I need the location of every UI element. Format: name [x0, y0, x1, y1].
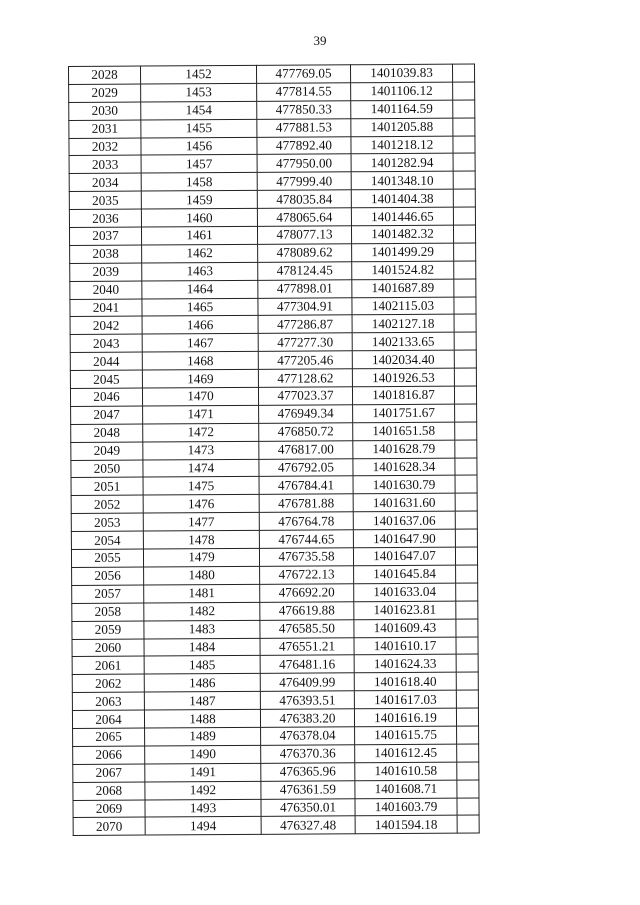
point-number-cell: 1480	[144, 566, 260, 585]
empty-cell	[453, 225, 475, 243]
table-row	[71, 511, 477, 531]
x-coordinate-cell: 476393.51	[260, 691, 354, 709]
empty-cell	[455, 529, 477, 547]
empty-cell	[456, 637, 478, 655]
point-number-cell: 1471	[143, 405, 259, 424]
x-coordinate-cell: 476764.78	[259, 512, 353, 530]
row-number-cell: 2032	[69, 138, 141, 156]
point-number-cell: 1493	[145, 799, 261, 818]
table-row	[73, 762, 479, 782]
empty-cell	[456, 690, 478, 708]
x-coordinate-cell: 477205.46	[258, 351, 352, 369]
point-number-cell: 1452	[141, 65, 257, 84]
x-coordinate-cell: 476383.20	[260, 709, 354, 727]
point-number-cell: 1457	[141, 155, 257, 174]
empty-cell	[457, 780, 479, 798]
x-coordinate-cell: 478124.45	[258, 262, 352, 280]
empty-cell	[457, 798, 479, 816]
row-number-cell: 2037	[69, 227, 141, 245]
empty-cell	[453, 207, 475, 225]
empty-cell	[455, 511, 477, 529]
y-coordinate-cell: 1401282.94	[351, 154, 453, 173]
point-number-cell: 1473	[143, 441, 259, 460]
row-number-cell: 2049	[71, 442, 143, 460]
x-coordinate-cell: 476551.21	[260, 637, 354, 655]
empty-cell	[456, 654, 478, 672]
y-coordinate-cell: 1401612.45	[355, 744, 457, 763]
table-body	[69, 64, 480, 836]
empty-cell	[453, 153, 475, 171]
x-coordinate-cell: 477850.33	[257, 101, 351, 119]
point-number-cell: 1461	[141, 226, 257, 245]
x-coordinate-cell: 478089.62	[258, 244, 352, 262]
point-number-cell: 1468	[142, 352, 258, 371]
x-coordinate-cell: 476850.72	[259, 423, 353, 441]
y-coordinate-cell: 1401623.81	[354, 601, 456, 620]
x-coordinate-cell: 476409.99	[260, 673, 354, 691]
y-coordinate-cell: 1401446.65	[351, 207, 453, 226]
point-number-cell: 1466	[142, 316, 258, 335]
empty-cell	[453, 100, 475, 118]
x-coordinate-cell: 477999.40	[257, 172, 351, 190]
table-row	[70, 350, 476, 370]
row-number-cell: 2067	[73, 764, 145, 782]
table-row	[72, 619, 478, 639]
y-coordinate-cell: 1401651.58	[353, 422, 455, 441]
x-coordinate-cell: 476692.20	[260, 584, 354, 602]
x-coordinate-cell: 477277.30	[258, 333, 352, 351]
y-coordinate-cell: 1401609.43	[354, 619, 456, 638]
x-coordinate-cell: 476378.04	[261, 727, 355, 745]
row-number-cell: 2064	[72, 710, 144, 728]
point-number-cell: 1478	[143, 530, 259, 549]
table-row	[73, 780, 479, 800]
x-coordinate-cell: 476370.36	[261, 745, 355, 763]
table-row	[72, 637, 478, 657]
point-number-cell: 1470	[142, 387, 258, 406]
y-coordinate-cell: 1401617.03	[354, 690, 456, 709]
coordinates-table-wrapper	[68, 64, 480, 837]
point-number-cell: 1494	[145, 817, 261, 836]
row-number-cell: 2034	[69, 173, 141, 191]
point-number-cell: 1460	[141, 208, 257, 227]
empty-cell	[453, 171, 475, 189]
y-coordinate-cell: 1401631.60	[353, 494, 455, 513]
y-coordinate-cell: 1401618.40	[354, 672, 456, 691]
x-coordinate-cell: 476792.05	[259, 458, 353, 476]
point-number-cell: 1488	[144, 709, 260, 728]
y-coordinate-cell: 1401594.18	[355, 816, 457, 835]
point-number-cell: 1491	[145, 763, 261, 782]
empty-cell	[453, 136, 475, 154]
y-coordinate-cell: 1401630.79	[353, 476, 455, 495]
empty-cell	[454, 279, 476, 297]
x-coordinate-cell: 478065.64	[257, 208, 351, 226]
y-coordinate-cell: 1401205.88	[351, 118, 453, 137]
point-number-cell: 1482	[144, 602, 260, 621]
x-coordinate-cell: 476949.34	[259, 405, 353, 423]
table-row	[71, 422, 477, 442]
page-number: 39	[313, 33, 327, 48]
x-coordinate-cell: 477898.01	[258, 279, 352, 297]
row-number-cell: 2068	[73, 782, 145, 800]
y-coordinate-cell: 1401624.33	[354, 655, 456, 674]
y-coordinate-cell: 1401610.17	[354, 637, 456, 656]
point-number-cell: 1469	[142, 369, 258, 388]
empty-cell	[455, 458, 477, 476]
point-number-cell: 1490	[145, 745, 261, 764]
empty-cell	[456, 583, 478, 601]
point-number-cell: 1472	[143, 423, 259, 442]
empty-cell	[454, 350, 476, 368]
y-coordinate-cell: 1401348.10	[351, 171, 453, 190]
coordinates-table	[68, 64, 480, 837]
y-coordinate-cell: 1401645.84	[354, 565, 456, 584]
row-number-cell: 2046	[70, 388, 142, 406]
point-number-cell: 1492	[145, 781, 261, 800]
x-coordinate-cell: 477881.53	[257, 118, 351, 136]
x-coordinate-cell: 476327.48	[261, 816, 355, 834]
empty-cell	[455, 475, 477, 493]
empty-cell	[454, 297, 476, 315]
point-number-cell: 1475	[143, 477, 259, 496]
row-number-cell: 2054	[71, 531, 143, 549]
empty-cell	[452, 64, 474, 82]
empty-cell	[456, 619, 478, 637]
table-row	[71, 493, 477, 513]
empty-cell	[456, 601, 478, 619]
point-number-cell: 1456	[141, 137, 257, 156]
table-row	[72, 654, 478, 674]
point-number-cell: 1485	[144, 656, 260, 675]
table-row	[73, 726, 479, 746]
y-coordinate-cell: 1401616.19	[354, 708, 456, 727]
x-coordinate-cell: 478077.13	[257, 226, 351, 244]
y-coordinate-cell: 1402133.65	[352, 333, 454, 352]
y-coordinate-cell: 1401647.90	[353, 529, 455, 548]
row-number-cell: 2052	[71, 495, 143, 513]
y-coordinate-cell: 1401106.12	[351, 82, 453, 101]
x-coordinate-cell: 477814.55	[257, 83, 351, 101]
empty-cell	[456, 708, 478, 726]
empty-cell	[454, 386, 476, 404]
empty-cell	[455, 547, 477, 565]
point-number-cell: 1479	[143, 548, 259, 567]
point-number-cell: 1487	[144, 692, 260, 711]
x-coordinate-cell: 477286.87	[258, 315, 352, 333]
empty-cell	[455, 440, 477, 458]
x-coordinate-cell: 476481.16	[260, 655, 354, 673]
y-coordinate-cell: 1401482.32	[351, 225, 453, 244]
x-coordinate-cell: 477892.40	[257, 136, 351, 154]
row-number-cell: 2057	[72, 585, 144, 603]
y-coordinate-cell: 1401816.87	[352, 386, 454, 405]
point-number-cell: 1484	[144, 638, 260, 657]
row-number-cell: 2069	[73, 800, 145, 818]
row-number-cell: 2066	[73, 746, 145, 764]
x-coordinate-cell: 476722.13	[260, 566, 354, 584]
table-row	[72, 601, 478, 621]
empty-cell	[456, 565, 478, 583]
empty-cell	[455, 422, 477, 440]
empty-cell	[453, 189, 475, 207]
table-row	[72, 690, 478, 710]
table-row	[71, 458, 477, 478]
row-number-cell: 2043	[70, 334, 142, 352]
row-number-cell: 2036	[69, 209, 141, 227]
row-number-cell: 2060	[72, 639, 144, 657]
empty-cell	[457, 726, 479, 744]
y-coordinate-cell: 1401751.67	[353, 404, 455, 423]
row-number-cell: 2062	[72, 674, 144, 692]
y-coordinate-cell: 1401610.58	[355, 762, 457, 781]
x-coordinate-cell: 477769.05	[256, 65, 350, 83]
row-number-cell: 2042	[70, 317, 142, 335]
row-number-cell: 2033	[69, 156, 141, 174]
point-number-cell: 1467	[142, 334, 258, 353]
y-coordinate-cell: 1401687.89	[352, 279, 454, 298]
row-number-cell: 2039	[70, 263, 142, 281]
table-row	[71, 547, 477, 567]
table-row	[71, 529, 477, 549]
y-coordinate-cell: 1401608.71	[355, 780, 457, 799]
empty-cell	[454, 261, 476, 279]
y-coordinate-cell: 1401615.75	[355, 726, 457, 745]
point-number-cell: 1483	[144, 620, 260, 639]
point-number-cell: 1474	[143, 459, 259, 478]
y-coordinate-cell: 1401164.59	[351, 100, 453, 119]
table-row	[70, 368, 476, 388]
x-coordinate-cell: 477023.37	[258, 387, 352, 405]
row-number-cell: 2058	[72, 603, 144, 621]
y-coordinate-cell: 1401647.07	[353, 547, 455, 566]
row-number-cell: 2031	[69, 120, 141, 138]
x-coordinate-cell: 476781.88	[259, 494, 353, 512]
row-number-cell: 2038	[70, 245, 142, 263]
y-coordinate-cell: 1401499.29	[352, 243, 454, 262]
row-number-cell: 2059	[72, 621, 144, 639]
row-number-cell: 2045	[70, 370, 142, 388]
y-coordinate-cell: 1401926.53	[352, 368, 454, 387]
x-coordinate-cell: 476817.00	[259, 440, 353, 458]
row-number-cell: 2063	[72, 692, 144, 710]
empty-cell	[454, 368, 476, 386]
x-coordinate-cell: 476744.65	[259, 530, 353, 548]
row-number-cell: 2048	[71, 424, 143, 442]
row-number-cell: 2040	[70, 281, 142, 299]
y-coordinate-cell: 1401628.34	[353, 458, 455, 477]
x-coordinate-cell: 476735.58	[259, 548, 353, 566]
empty-cell	[457, 744, 479, 762]
table-row	[70, 297, 476, 317]
x-coordinate-cell: 476585.50	[260, 619, 354, 637]
empty-cell	[456, 672, 478, 690]
empty-cell	[457, 762, 479, 780]
x-coordinate-cell: 478035.84	[257, 190, 351, 208]
y-coordinate-cell: 1401603.79	[355, 798, 457, 817]
table-row	[70, 279, 476, 299]
row-number-cell: 2029	[69, 84, 141, 102]
table-row	[71, 475, 477, 495]
y-coordinate-cell: 1402034.40	[352, 350, 454, 369]
empty-cell	[453, 118, 475, 136]
y-coordinate-cell: 1401404.38	[351, 189, 453, 208]
row-number-cell: 2051	[71, 478, 143, 496]
table-row	[71, 440, 477, 460]
point-number-cell: 1463	[142, 262, 258, 281]
x-coordinate-cell: 477950.00	[257, 154, 351, 172]
row-number-cell: 2053	[71, 513, 143, 531]
x-coordinate-cell: 477304.91	[258, 297, 352, 315]
x-coordinate-cell: 477128.62	[258, 369, 352, 387]
row-number-cell: 2035	[69, 191, 141, 209]
point-number-cell: 1489	[145, 727, 261, 746]
point-number-cell: 1459	[141, 191, 257, 210]
table-row	[70, 261, 476, 281]
x-coordinate-cell: 476784.41	[259, 476, 353, 494]
point-number-cell: 1458	[141, 173, 257, 192]
empty-cell	[457, 815, 479, 833]
empty-cell	[453, 82, 475, 100]
point-number-cell: 1454	[141, 101, 257, 120]
row-number-cell: 2070	[73, 817, 145, 835]
table-row	[70, 386, 476, 406]
x-coordinate-cell: 476361.59	[261, 780, 355, 798]
y-coordinate-cell: 1401628.79	[353, 440, 455, 459]
point-number-cell: 1477	[143, 513, 259, 532]
row-number-cell: 2061	[72, 656, 144, 674]
x-coordinate-cell: 476365.96	[261, 762, 355, 780]
table-row	[72, 672, 478, 692]
y-coordinate-cell: 1401637.06	[353, 511, 455, 530]
point-number-cell: 1465	[142, 298, 258, 317]
table-row	[73, 815, 479, 835]
point-number-cell: 1481	[144, 584, 260, 603]
row-number-cell: 2047	[71, 406, 143, 424]
empty-cell	[454, 332, 476, 350]
point-number-cell: 1455	[141, 119, 257, 138]
empty-cell	[455, 404, 477, 422]
row-number-cell: 2030	[69, 102, 141, 120]
x-coordinate-cell: 476619.88	[260, 601, 354, 619]
table-row	[72, 583, 478, 603]
point-number-cell: 1464	[142, 280, 258, 299]
x-coordinate-cell: 476350.01	[261, 798, 355, 816]
table-row	[70, 314, 476, 334]
row-number-cell: 2050	[71, 460, 143, 478]
table-row	[72, 565, 478, 585]
row-number-cell: 2041	[70, 299, 142, 317]
empty-cell	[454, 243, 476, 261]
y-coordinate-cell: 1401218.12	[351, 136, 453, 155]
table-row	[73, 744, 479, 764]
table-row	[71, 404, 477, 424]
table-row	[72, 708, 478, 728]
empty-cell	[455, 493, 477, 511]
point-number-cell: 1462	[142, 244, 258, 263]
y-coordinate-cell: 1402115.03	[352, 297, 454, 316]
row-number-cell: 2028	[69, 66, 141, 84]
empty-cell	[454, 314, 476, 332]
point-number-cell: 1476	[143, 495, 259, 514]
row-number-cell: 2044	[70, 352, 142, 370]
y-coordinate-cell: 1401524.82	[352, 261, 454, 280]
table-row	[70, 332, 476, 352]
y-coordinate-cell: 1401039.83	[350, 64, 452, 83]
row-number-cell: 2056	[72, 567, 144, 585]
point-number-cell: 1453	[141, 83, 257, 102]
row-number-cell: 2065	[73, 728, 145, 746]
point-number-cell: 1486	[144, 674, 260, 693]
y-coordinate-cell: 1402127.18	[352, 315, 454, 334]
row-number-cell: 2055	[71, 549, 143, 567]
y-coordinate-cell: 1401633.04	[354, 583, 456, 602]
